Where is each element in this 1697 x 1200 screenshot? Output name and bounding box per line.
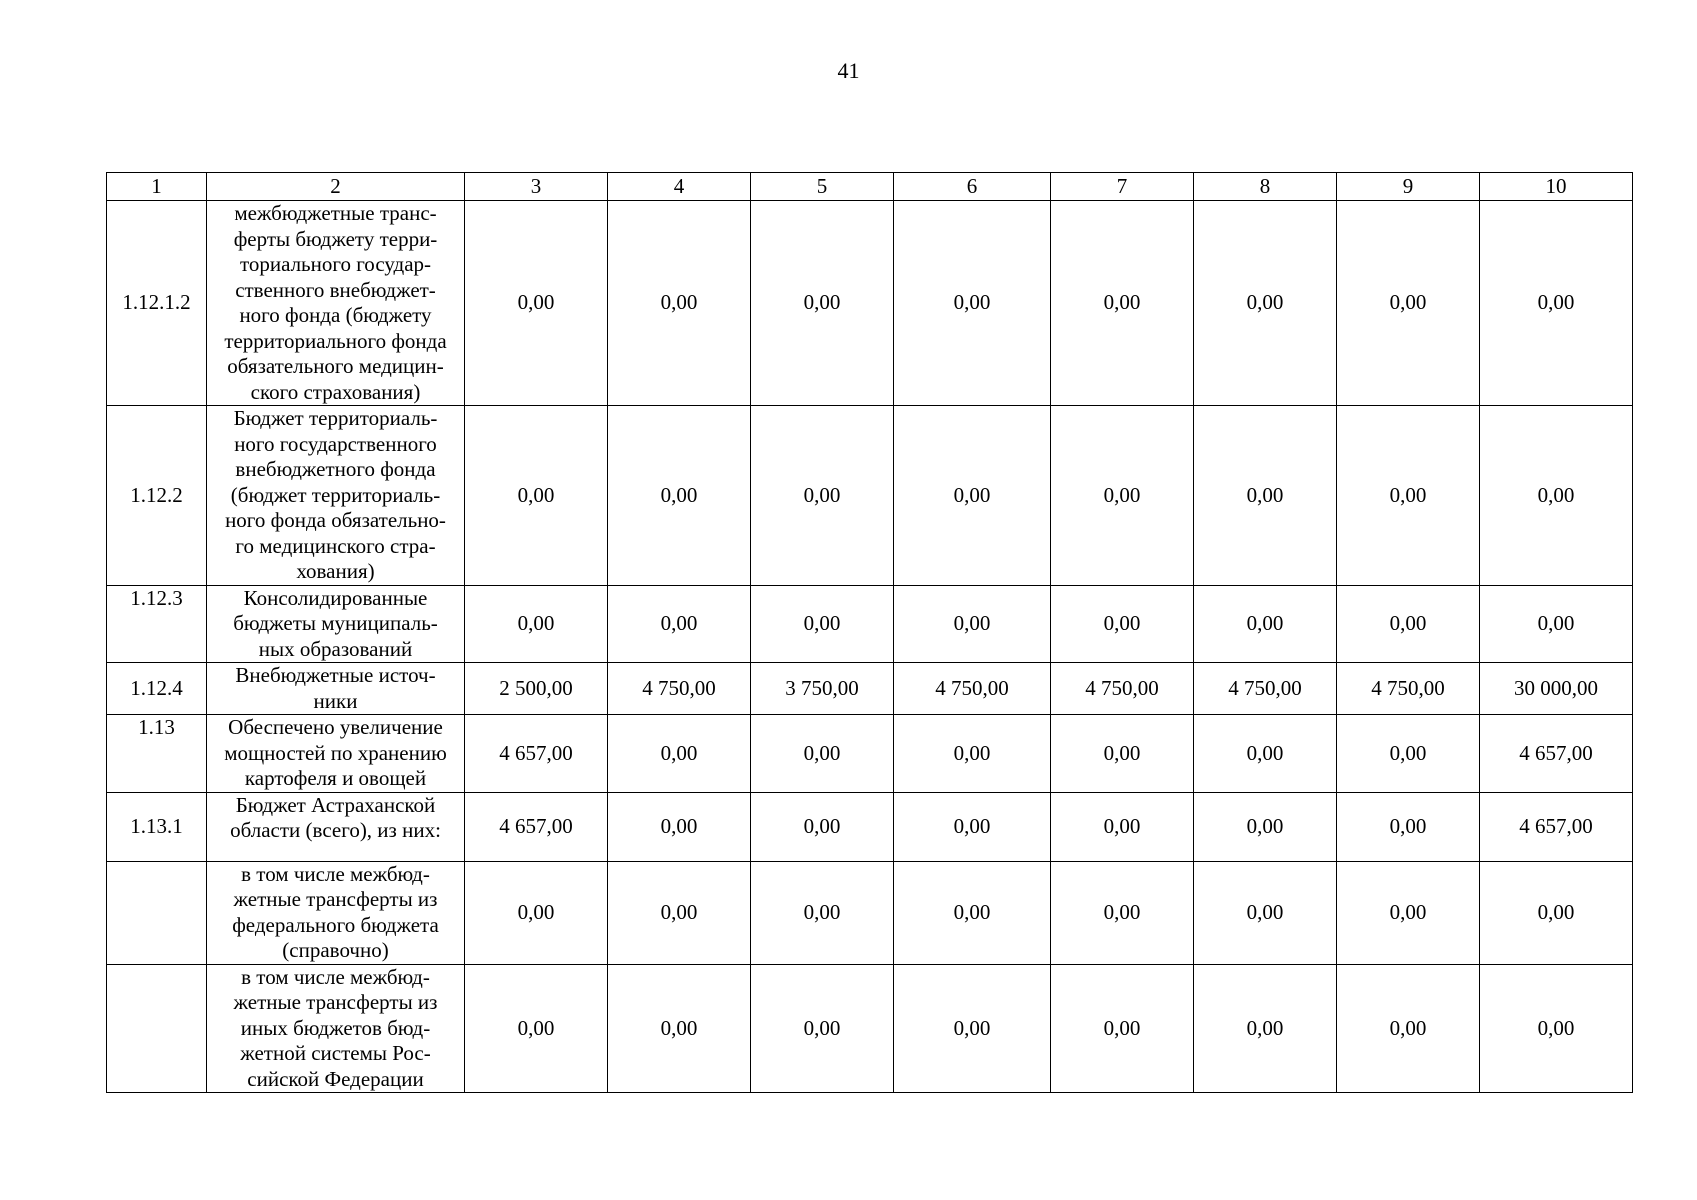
table-row [107, 585, 1633, 663]
description-line: в том числе межбюд- [241, 861, 430, 886]
value-cell: 0,00 [1194, 201, 1337, 406]
row-code: 1.13 [107, 715, 207, 793]
description-line: Внебюджетные источ- [235, 663, 436, 687]
description-line: хования) [296, 559, 375, 583]
value-cell: 0,00 [894, 861, 1051, 964]
description-line: картофеля и овощей [244, 766, 427, 790]
value-cell: 4 657,00 [465, 715, 608, 793]
table-row [107, 964, 1633, 1093]
description-line: территориального фонда [224, 328, 447, 353]
description-line: Бюджет территориаль- [233, 406, 438, 430]
value-cell: 0,00 [608, 792, 751, 861]
description-line: ферты бюджету терри- [233, 226, 438, 251]
value-cell: 4 657,00 [1480, 715, 1633, 793]
value-cell: 0,00 [1051, 585, 1194, 663]
value-cell: 4 750,00 [1051, 663, 1194, 715]
value-cell: 0,00 [894, 406, 1051, 586]
value-cell: 0,00 [1194, 715, 1337, 793]
value-cell: 0,00 [1194, 861, 1337, 964]
value-cell: 0,00 [1051, 201, 1194, 406]
value-cell: 0,00 [1480, 964, 1633, 1093]
table-row [107, 201, 1633, 406]
table-row [107, 663, 1633, 715]
value-cell: 0,00 [608, 715, 751, 793]
column-header: 10 [1480, 173, 1633, 201]
value-cell: 0,00 [1194, 792, 1337, 861]
value-cell: 0,00 [1480, 406, 1633, 586]
value-cell: 0,00 [1051, 406, 1194, 586]
value-cell: 0,00 [465, 201, 608, 406]
value-cell: 0,00 [1194, 964, 1337, 1093]
table-row [107, 792, 1633, 861]
description-line: внебюджетного фонда [235, 457, 436, 481]
row-code: 1.12.4 [107, 663, 207, 715]
value-cell: 0,00 [1480, 201, 1633, 406]
value-cell: 0,00 [751, 964, 894, 1093]
value-cell: 0,00 [894, 715, 1051, 793]
value-cell: 4 750,00 [608, 663, 751, 715]
header-row [107, 173, 1633, 201]
description-line: бюджеты муниципаль- [233, 611, 438, 635]
row-code: 1.12.1.2 [107, 201, 207, 406]
value-cell: 0,00 [1480, 861, 1633, 964]
column-header: 4 [608, 173, 751, 201]
row-code [107, 964, 207, 1093]
description-line: Консолидированные [243, 585, 428, 610]
budget-table [106, 172, 1633, 1093]
value-cell: 0,00 [1337, 715, 1480, 793]
column-header: 7 [1051, 173, 1194, 201]
value-cell: 4 750,00 [1337, 663, 1480, 715]
row-code: 1.12.2 [107, 406, 207, 586]
column-header: 8 [1194, 173, 1337, 201]
description-line: в том числе межбюд- [241, 964, 430, 989]
description-line: области (всего), из них: [230, 818, 441, 842]
value-cell: 0,00 [1337, 406, 1480, 586]
description-line: обязательного медицин- [227, 354, 444, 378]
value-cell: 0,00 [465, 861, 608, 964]
description-line: ского страхования) [250, 379, 421, 404]
value-cell: 0,00 [1337, 964, 1480, 1093]
value-cell: 0,00 [465, 964, 608, 1093]
description-line: жетные трансферты из [233, 990, 438, 1014]
value-cell: 0,00 [608, 861, 751, 964]
description-line: иных бюджетов бюд- [240, 1015, 431, 1040]
page-number: 41 [837, 58, 860, 83]
value-cell: 0,00 [1337, 201, 1480, 406]
value-cell: 0,00 [894, 201, 1051, 406]
value-cell: 4 750,00 [1194, 663, 1337, 715]
value-cell: 0,00 [751, 792, 894, 861]
row-description [207, 964, 465, 1093]
value-cell: 0,00 [608, 585, 751, 663]
value-cell: 4 657,00 [465, 792, 608, 861]
description-line: (бюджет территориаль- [230, 482, 441, 507]
value-cell: 0,00 [608, 201, 751, 406]
value-cell: 0,00 [1194, 406, 1337, 586]
column-header: 9 [1337, 173, 1480, 201]
value-cell: 0,00 [1051, 715, 1194, 793]
description-line: мощностей по хранению [224, 740, 447, 765]
value-cell: 0,00 [608, 964, 751, 1093]
value-cell: 0,00 [1051, 792, 1194, 861]
value-cell: 0,00 [1337, 861, 1480, 964]
description-line: ного государственного [234, 431, 437, 456]
table-row [107, 861, 1633, 964]
value-cell: 30 000,00 [1480, 663, 1633, 715]
description-line: ного фонда (бюджету [239, 303, 432, 327]
description-line: жетной системы Рос- [240, 1041, 431, 1065]
column-header: 3 [465, 173, 608, 201]
value-cell: 0,00 [894, 792, 1051, 861]
description-line: Обеспечено увеличение [228, 715, 443, 739]
row-code [107, 861, 207, 964]
description-line: межбюджетные транс- [234, 201, 437, 225]
row-code: 1.12.3 [107, 585, 207, 663]
row-description [207, 715, 465, 793]
value-cell: 0,00 [1337, 792, 1480, 861]
value-cell: 0,00 [465, 585, 608, 663]
row-description [207, 792, 465, 861]
value-cell: 0,00 [1480, 585, 1633, 663]
row-description [207, 663, 465, 715]
value-cell: 0,00 [894, 964, 1051, 1093]
description-line: ники [313, 688, 358, 713]
row-description [207, 585, 465, 663]
row-code: 1.13.1 [107, 792, 207, 861]
column-header: 1 [107, 173, 207, 201]
value-cell: 0,00 [894, 585, 1051, 663]
table-row [107, 715, 1633, 793]
table-row [107, 406, 1633, 586]
description-line: жетные трансферты из [233, 887, 438, 911]
row-description [207, 201, 465, 406]
column-header: 5 [751, 173, 894, 201]
value-cell: 4 657,00 [1480, 792, 1633, 861]
column-header: 6 [894, 173, 1051, 201]
description-line: ных образований [258, 636, 413, 661]
row-description [207, 861, 465, 964]
value-cell: 0,00 [1051, 964, 1194, 1093]
value-cell: 0,00 [751, 585, 894, 663]
value-cell: 3 750,00 [751, 663, 894, 715]
value-cell: 2 500,00 [465, 663, 608, 715]
description-line: сийской Федерации [247, 1066, 424, 1091]
value-cell: 0,00 [1051, 861, 1194, 964]
value-cell: 0,00 [1194, 585, 1337, 663]
description-line: (справочно) [282, 938, 389, 962]
value-cell: 0,00 [751, 201, 894, 406]
description-line: федерального бюджета [232, 912, 439, 937]
description-line: Бюджет Астраханской [235, 792, 436, 817]
value-cell: 4 750,00 [894, 663, 1051, 715]
value-cell: 0,00 [465, 406, 608, 586]
value-cell: 0,00 [751, 715, 894, 793]
description-line: ственного внебюджет- [235, 277, 436, 302]
row-description [207, 406, 465, 586]
value-cell: 0,00 [1337, 585, 1480, 663]
description-line: ного фонда обязательно- [225, 508, 446, 532]
description-line: ториального государ- [239, 252, 432, 276]
column-header: 2 [207, 173, 465, 201]
description-line: го медицинского стра- [235, 533, 436, 558]
value-cell: 0,00 [751, 861, 894, 964]
value-cell: 0,00 [608, 406, 751, 586]
value-cell: 0,00 [751, 406, 894, 586]
